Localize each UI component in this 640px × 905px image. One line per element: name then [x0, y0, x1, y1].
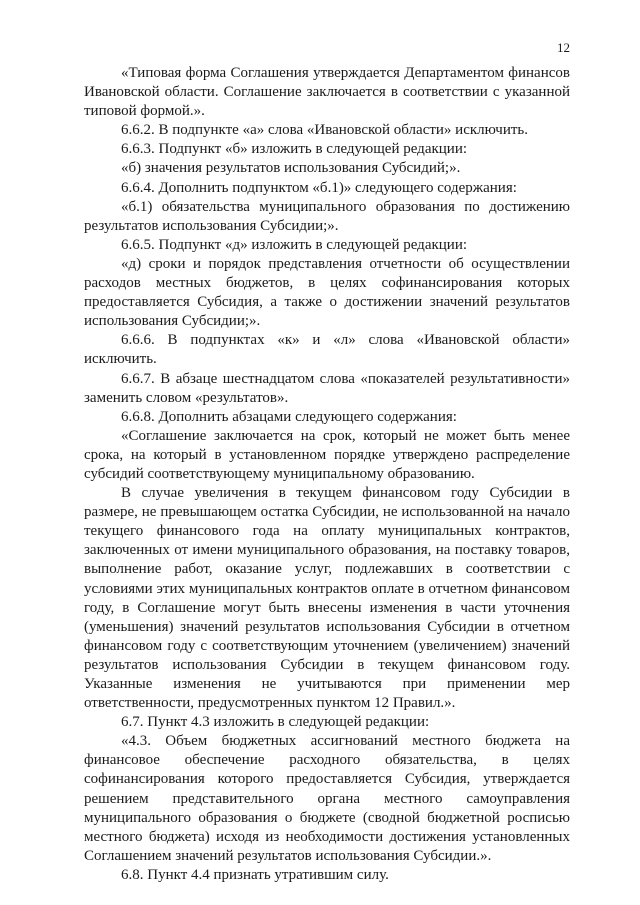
paragraph: 6.6.6. В подпунктах «к» и «л» слова «Ивановской области» исключить.: [84, 332, 570, 368]
paragraph: «д) сроки и порядок представления отчетности об осуществлении расходов местных бюджетов, в целях софинансирования которых предоставляется Субсидия, а также о достижении значений результатов использования Субсидии;».: [84, 255, 570, 330]
paragraph: «Типовая форма Соглашения утверждается Департаментом финансов Ивановской области. Соглашение заключается в соответствии с указанной типовой формой.».: [84, 65, 570, 120]
paragraph: «4.3. Объем бюджетных ассигнований местного бюджета на финансовое обеспечение расходного обязательства, в целях софинансирования которого предоставляется Субсидия, утверждается решением представительного органа местного самоуправления муниципального образования о бюджете (сводной бюджетной росписью местного бюджета) исходя из необходимости достижения установленных Соглашением значений результатов использования Субсидии.».: [84, 733, 570, 864]
paragraph: «б.1) обязательства муниципального образования по достижению результатов использования Субсидии;».: [84, 198, 570, 234]
paragraph: 6.7. Пункт 4.3 изложить в следующей редакции:: [121, 714, 430, 731]
paragraph: 6.6.2. В подпункте «а» слова «Ивановской области» исключить.: [121, 122, 528, 139]
paragraph: В случае увеличения в текущем финансовом году Субсидии в размере, не превышающем остатка Субсидии, не использованной на начало текущего финансового года на оплату муниципальных контрактов, заключенных от имени муниципального образования, на поставку товаров, выполнение работ, оказание услуг, подлежавших в соответствии с условиями этих муниципальных контрактов оплате в отчетном финансовом году, в Соглашение могут быть внесены изменения в части уточнения (уменьшения) значений результатов использования Субсидии в отчетном финансовом году с соответствующим уточнением (увеличением) значений результатов использования Субсидии в текущем финансовом году. Указанные изменения не учитываются при применении мер ответственности, предусмотренных пунктом 12 Правил.».: [84, 485, 570, 712]
paragraph: 6.6.4. Дополнить подпунктом «б.1)» следующего содержания:: [121, 179, 517, 196]
paragraph: 6.8. Пункт 4.4 признать утратившим силу.: [121, 866, 389, 883]
paragraph: 6.6.5. Подпункт «д» изложить в следующей редакции:: [121, 236, 468, 253]
paragraph: 6.6.8. Дополнить абзацами следующего содержания:: [121, 408, 457, 425]
paragraph: «Соглашение заключается на срок, который не может быть менее срока, на который в установленном порядке утверждено распределение субсидий соответствующему муниципальному образованию.: [84, 427, 570, 482]
paragraph: 6.6.3. Подпункт «б» изложить в следующей редакции:: [121, 141, 468, 158]
page-number: 12: [557, 40, 570, 55]
document-body: [84, 64, 570, 885]
paragraph: 6.6.7. В абзаце шестнадцатом слова «показателей результативности» заменить словом «результатов».: [84, 370, 570, 406]
paragraph: «б) значения результатов использования Субсидий;».: [121, 160, 461, 177]
